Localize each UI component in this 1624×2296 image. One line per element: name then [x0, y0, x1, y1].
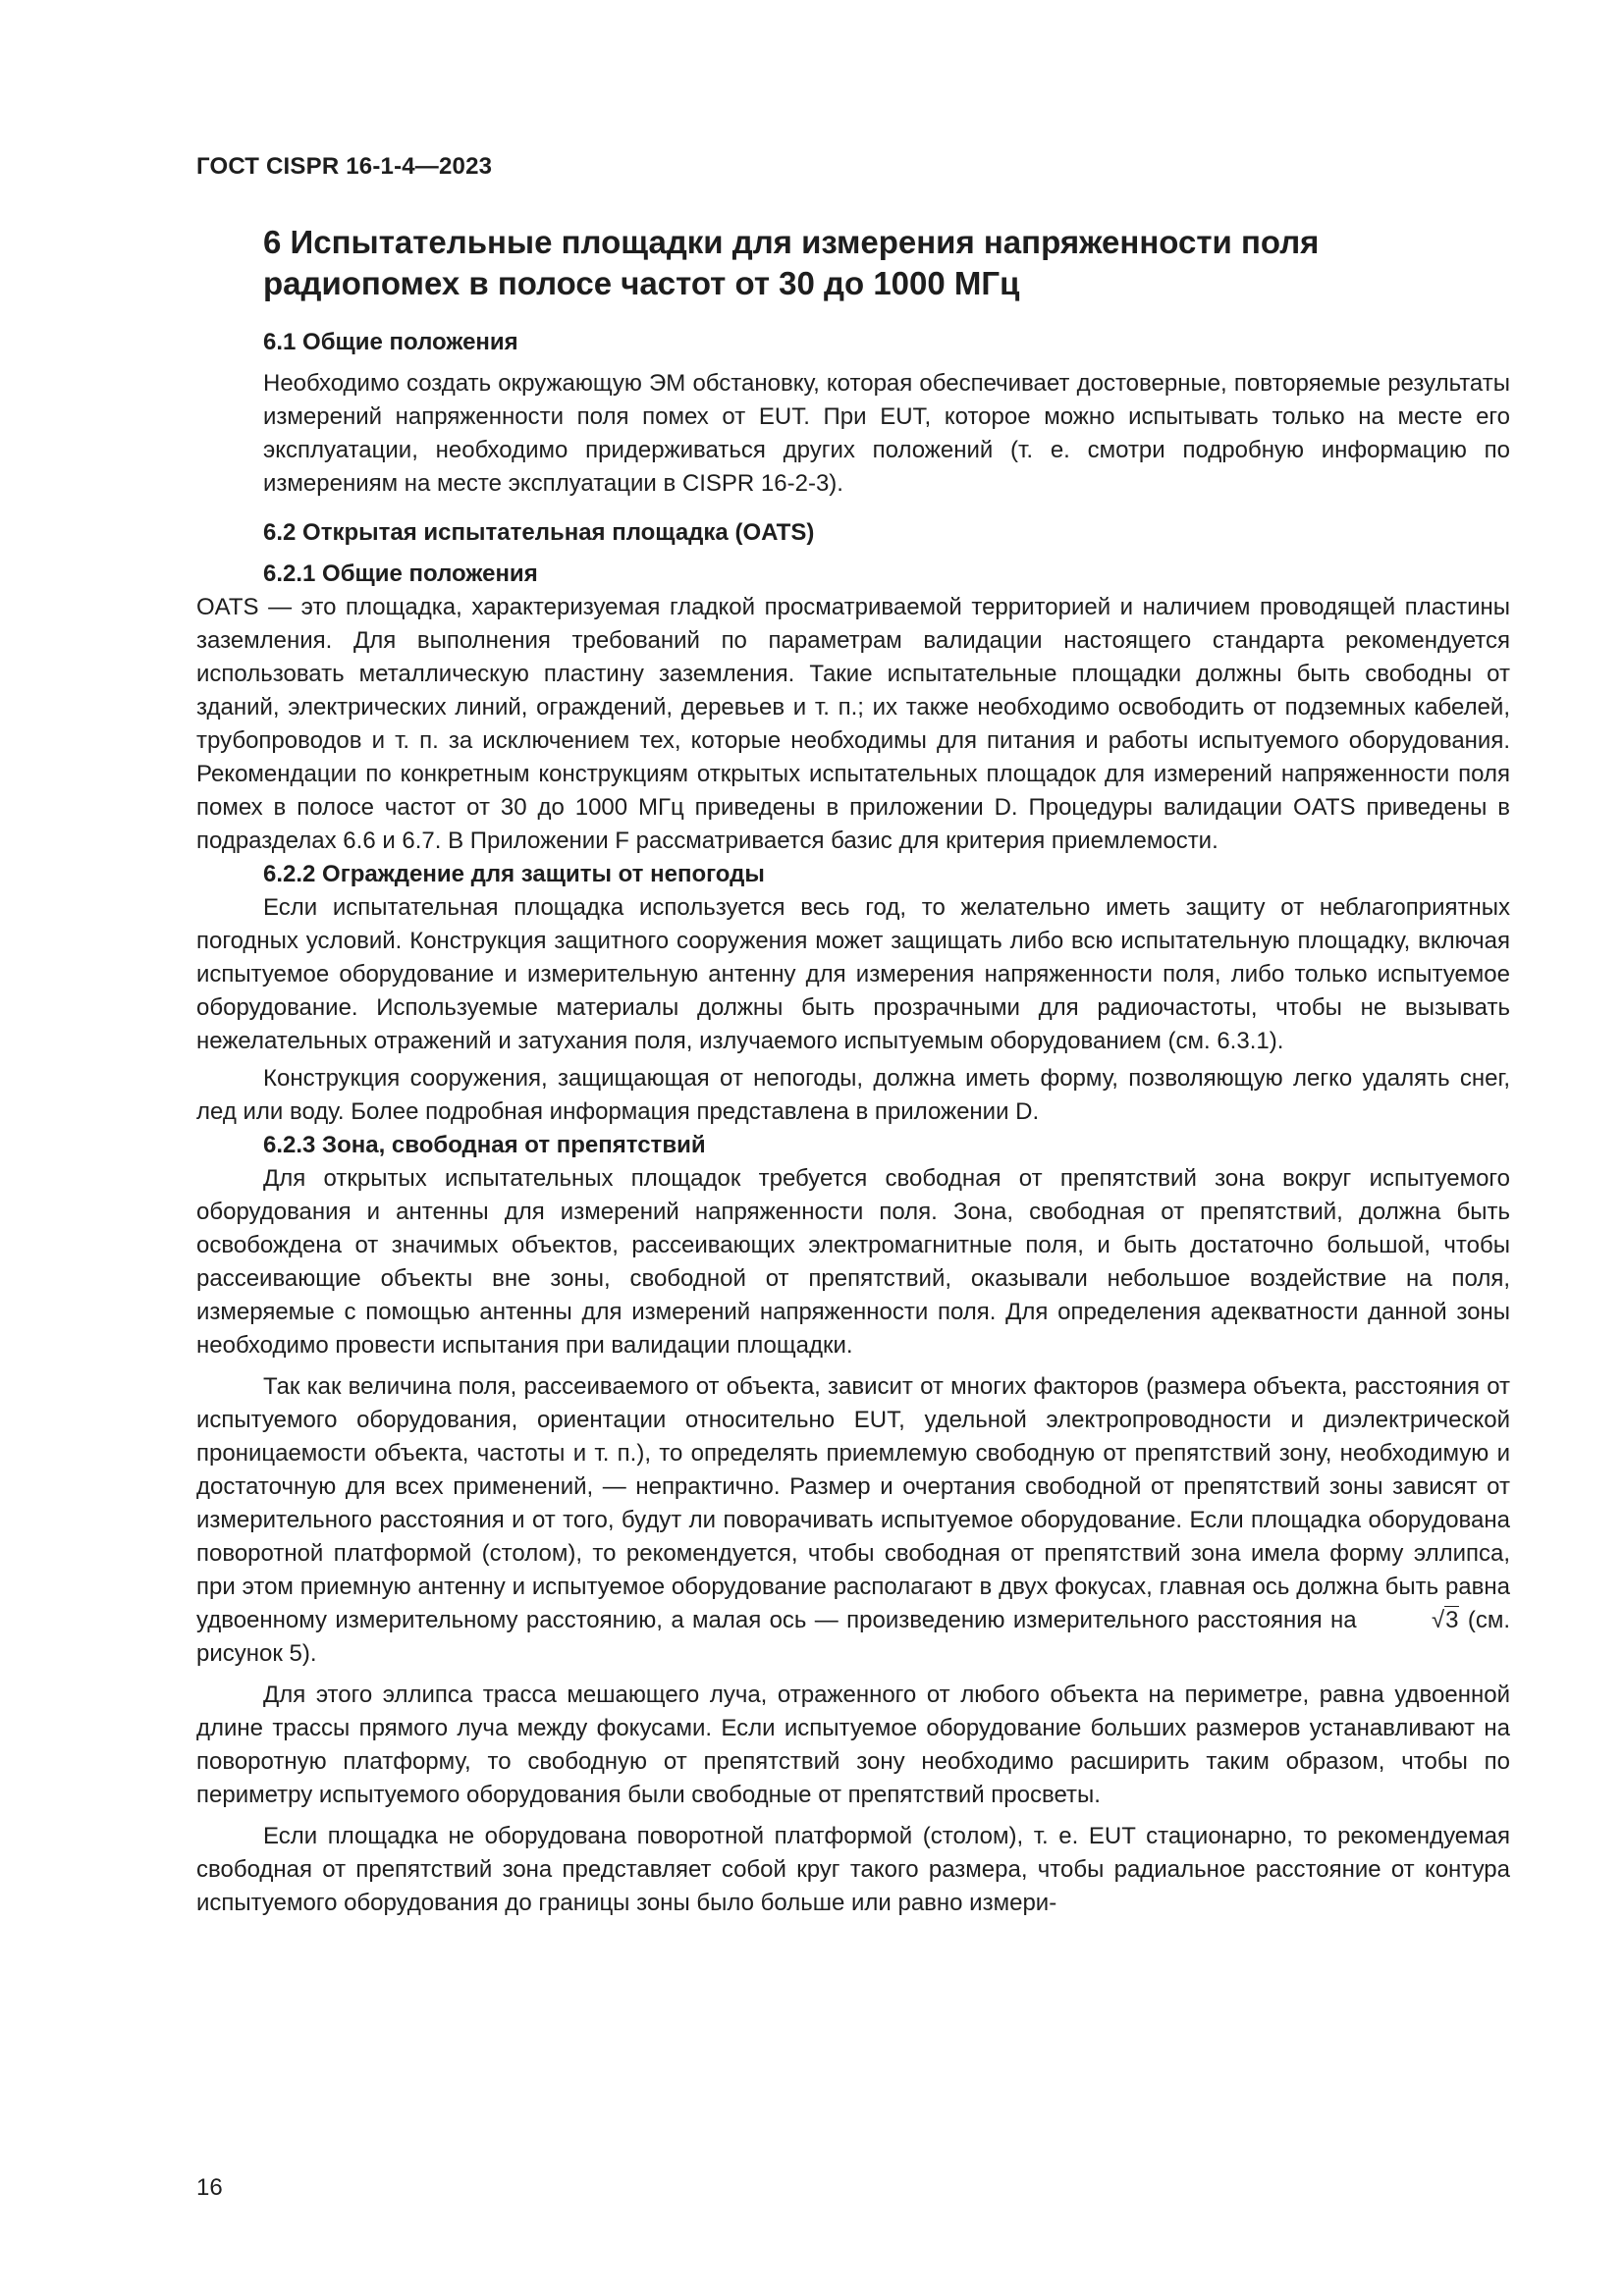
- section-title-line2: радиопомех в полосе частот от 30 до 1000 МГц: [263, 265, 1020, 301]
- paragraph-6-2-3-b-tail: (см. рисунок 5).: [196, 1607, 1510, 1667]
- heading-6-2-3: 6.2.3 Зона, свободная от препятствий: [263, 1132, 706, 1158]
- section-title: [263, 222, 1510, 304]
- paragraph-6-2-3-a: Для открытых испытательных площадок требуется свободная от препятствий зона вокруг испытуемого оборудования и антенны для измерений напряженности поля. Зона, свободная от препятствий, должна быть освобождена от значимых объектов, рассеивающих электромагнитные поля, и быть достаточно большой, чтобы рассеивающие объекты вне зоны, свободной от препятствий, оказывали небольшое воздействие на поля, измеряемые с помощью антенны для измерений напряженности поля. Для определения адекватности данной зоны необходимо провести испытания при валидации площадки.: [196, 1165, 1510, 1359]
- page-content: [196, 222, 1510, 1920]
- paragraph-6-2-3-b: [196, 1370, 1510, 1671]
- page-number: 16: [196, 2174, 223, 2201]
- section-title-line1: 6 Испытательные площадки для измерения напряженности поля: [263, 224, 1320, 260]
- paragraph-6-1: [263, 367, 1510, 501]
- sqrt-radicand: 3: [1445, 1607, 1459, 1633]
- document-id-header: ГОСТ CISPR 16-1-4—2023: [196, 153, 493, 180]
- heading-6-1: 6.1 Общие положения: [263, 329, 518, 355]
- paragraph-6-2-3-b-text: Так как величина поля, рассеиваемого от объекта, зависит от многих факторов (размера объекта, расстояния от испытуемого оборудования, ориентации относительно EUT, удельной электропроводности и диэлектрической проницаемости объекта, частоты и т. п.), то определять приемлемую свободную от препятствий зону, необходимую и достаточную для всех применений, — непрактично. Размер и очертания свободной от препятствий зоны зависят от измерительного расстояния и от того, будут ли поворачивать испытуемое оборудование. Если площадка оборудована поворотной платформой (столом), то рекомендуется, чтобы свободная от препятствий зона имела форму эллипса, при этом приемную антенну и испытуемое оборудование располагают в двух фокусах, главная ось должна быть равна удвоенному измерительному расстоянию, а малая ось — произведению измерительного расстояния на: [196, 1373, 1510, 1633]
- heading-6-2-2: 6.2.2 Ограждение для защиты от непогоды: [263, 861, 765, 887]
- paragraph-6-2-1: OATS — это площадка, характеризуемая гладкой просматриваемой территорией и наличием проводящей пластины заземления. Для выполнения требований по параметрам валидации настоящего стандарта рекомендуется использовать металлическую пластину заземления. Такие испытательные площадки должны быть свободны от зданий, электрических линий, ограждений, деревьев и т. п.; их также необходимо освободить от подземных кабелей, трубопроводов и т. п. за исключением тех, которые необходимы для питания и работы испытуемого оборудования. Рекомендации по конкретным конструкциям открытых испытательных площадок для измерений напряженности поля помех в полосе частот от 30 до 1000 МГц приведены в приложении D. Процедуры валидации OATS приведены в подразделах 6.6 и 6.7. В Приложении F рассматривается базис для критерия приемлемости.: [196, 594, 1510, 854]
- paragraph-6-2-2-b: Конструкция сооружения, защищающая от непогоды, должна иметь форму, позволяющую легко удалять снег, лед или воду. Более подробная информация представлена в приложении D.: [196, 1065, 1510, 1125]
- paragraph-6-2-3-d: Если площадка не оборудована поворотной платформой (столом), т. е. EUT стационарно, то рекомендуемая свободная от препятствий зона представляет собой круг такого размера, чтобы радиальное расстояние от контура испытуемого оборудования до границы зоны было больше или равно измери-: [196, 1823, 1510, 1916]
- paragraph-6-2-2-a: Если испытательная площадка используется весь год, то желательно иметь защиту от неблагоприятных погодных условий. Конструкция защитного сооружения может защищать либо всю испытательную площадку, включая испытуемое оборудование и измерительную антенну для измерения напряженности поля, либо только испытуемое оборудование. Используемые материалы должны быть прозрачными для радиочастоты, чтобы не вызывать нежелательных отражений и затухания поля, излучаемого испытуемым оборудованием (см. 6.3.1).: [196, 894, 1510, 1054]
- sqrt-radical-icon: √: [1431, 1607, 1445, 1633]
- heading-6-2: 6.2 Открытая испытательная площадка (OATS): [263, 519, 815, 546]
- sqrt-three: [1365, 1604, 1460, 1637]
- paragraph-6-2-3-c: Для этого эллипса трасса мешающего луча, отраженного от любого объекта на периметре, равна удвоенной длине трассы прямого луча между фокусами. Если испытуемое оборудование больших размеров устанавливают на поворотную платформу, то свободную от препятствий зону необходимо расширить таким образом, чтобы по периметру испытуемого оборудования были свободные от препятствий просветы.: [196, 1682, 1510, 1808]
- paragraph-6-1-text: Необходимо создать окружающую ЭМ обстановку, которая обеспечивает достоверные, повторяемые результаты измерений напряженности поля помех от EUT. При EUT, которое можно испытывать только на месте его эксплуатации, необходимо придерживаться других положений (т. е. смотри подробную информацию по измерениям на месте эксплуатации в CISPR 16-2-3).: [263, 370, 1510, 497]
- heading-6-2-1: 6.2.1 Общие положения: [263, 561, 538, 587]
